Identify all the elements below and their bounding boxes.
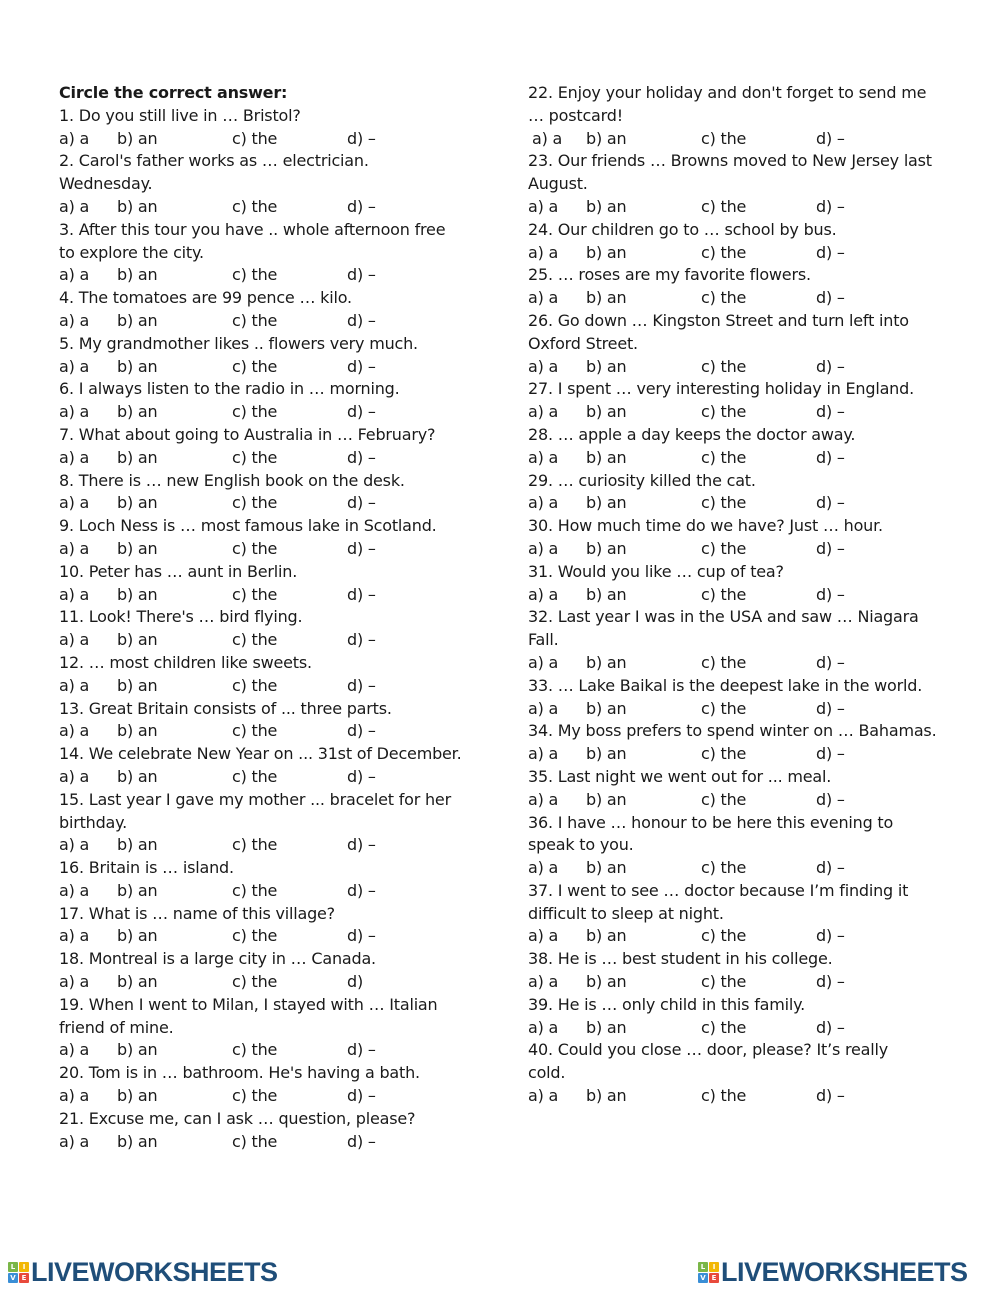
question-text: 11. Look! There's … bird flying. bbox=[59, 607, 303, 627]
option-a[interactable]: a) a bbox=[528, 288, 559, 308]
option-b[interactable]: b) an bbox=[586, 698, 627, 718]
option-d[interactable]: d) – bbox=[347, 402, 376, 422]
question-text: 6. I always listen to the radio in … morning. bbox=[59, 379, 400, 399]
option-a[interactable]: a) a bbox=[528, 196, 559, 216]
option-a[interactable]: a) a bbox=[59, 766, 90, 786]
question-text: 25. … roses are my favorite flowers. bbox=[528, 265, 811, 285]
answer-options bbox=[528, 242, 968, 265]
option-c[interactable]: c) the bbox=[232, 356, 278, 376]
option-b[interactable]: b) an bbox=[586, 1017, 627, 1037]
option-a[interactable]: a) a bbox=[528, 402, 559, 422]
answer-options bbox=[528, 971, 968, 994]
question-text: 30. How much time do we have? Just … hour. bbox=[528, 516, 883, 536]
worksheet-left-column bbox=[59, 82, 474, 1153]
question-text: 16. Britain is … island. bbox=[59, 858, 234, 878]
live-blocks-icon bbox=[698, 1262, 719, 1283]
option-b[interactable]: b) an bbox=[586, 402, 627, 422]
answer-options bbox=[59, 675, 474, 698]
option-b[interactable]: b) an bbox=[586, 926, 627, 946]
option-b[interactable]: b) an bbox=[117, 880, 158, 900]
logo-block-l: L bbox=[698, 1262, 708, 1272]
answer-options bbox=[528, 356, 968, 379]
question-text: 32. Last year I was in the USA and saw … Niagara Fall. bbox=[528, 607, 919, 650]
question-11 bbox=[59, 606, 474, 652]
question-17 bbox=[59, 903, 474, 949]
option-b[interactable]: b) an bbox=[117, 926, 158, 946]
option-d[interactable]: d) – bbox=[816, 538, 845, 558]
question-33 bbox=[528, 675, 968, 721]
question-39 bbox=[528, 994, 968, 1040]
question-13 bbox=[59, 698, 474, 744]
logo-block-i: I bbox=[19, 1262, 29, 1272]
answer-options bbox=[59, 925, 474, 948]
option-a[interactable]: a) a bbox=[528, 744, 559, 764]
option-c[interactable]: c) the bbox=[701, 789, 747, 809]
option-a[interactable]: a) a bbox=[59, 1040, 90, 1060]
option-c[interactable]: c) the bbox=[701, 584, 747, 604]
option-b[interactable]: b) an bbox=[117, 584, 158, 604]
option-c[interactable]: c) the bbox=[701, 1086, 747, 1106]
option-d[interactable]: d) – bbox=[816, 128, 845, 148]
question-9 bbox=[59, 515, 474, 561]
question-4 bbox=[59, 287, 474, 333]
option-a[interactable]: a) a bbox=[59, 1131, 90, 1151]
option-c[interactable]: c) the bbox=[701, 288, 747, 308]
question-text: 35. Last night we went out for ... meal. bbox=[528, 766, 832, 786]
option-a[interactable]: a) a bbox=[528, 926, 559, 946]
question-37 bbox=[528, 880, 968, 948]
question-text: 37. I went to see … doctor because I’m finding it difficult to sleep at night. bbox=[528, 880, 909, 923]
answer-options bbox=[59, 1085, 474, 1108]
answer-options bbox=[528, 789, 968, 812]
answer-options bbox=[528, 925, 968, 948]
question-text: 23. Our friends … Browns moved to New Jersey last August. bbox=[528, 151, 932, 194]
option-c[interactable]: c) the bbox=[232, 447, 278, 467]
question-text: 26. Go down … Kingston Street and turn left into Oxford Street. bbox=[528, 310, 909, 353]
option-b[interactable]: b) an bbox=[586, 288, 627, 308]
question-text: 1. Do you still live in … Bristol? bbox=[59, 105, 301, 125]
option-d[interactable]: d) – bbox=[816, 402, 845, 422]
option-d[interactable]: d) – bbox=[816, 972, 845, 992]
option-c[interactable]: c) the bbox=[232, 1131, 278, 1151]
answer-options bbox=[59, 356, 474, 379]
question-20 bbox=[59, 1062, 474, 1108]
answer-options bbox=[59, 401, 474, 424]
option-a[interactable]: a) a bbox=[59, 538, 90, 558]
answer-options bbox=[59, 834, 474, 857]
answer-options bbox=[528, 287, 968, 310]
option-a[interactable]: a) a bbox=[59, 310, 90, 330]
option-c[interactable]: c) the bbox=[232, 675, 278, 695]
question-38 bbox=[528, 948, 968, 994]
option-d[interactable]: d) – bbox=[347, 675, 376, 695]
question-40 bbox=[528, 1039, 968, 1107]
question-7 bbox=[59, 424, 474, 470]
option-c[interactable]: c) the bbox=[701, 493, 747, 513]
answer-options bbox=[59, 971, 474, 994]
option-b[interactable]: b) an bbox=[586, 858, 627, 878]
option-b[interactable]: b) an bbox=[586, 447, 627, 467]
option-b[interactable]: b) an bbox=[586, 356, 627, 376]
answer-options bbox=[59, 538, 474, 561]
option-a[interactable]: a) a bbox=[528, 858, 559, 878]
option-c[interactable]: c) the bbox=[232, 766, 278, 786]
option-a[interactable]: a) a bbox=[59, 584, 90, 604]
option-a[interactable]: a) a bbox=[528, 356, 559, 376]
option-d[interactable]: d) – bbox=[347, 835, 376, 855]
option-a[interactable]: a) a bbox=[59, 402, 90, 422]
question-36 bbox=[528, 812, 968, 880]
question-text: 34. My boss prefers to spend winter on … Bahamas. bbox=[528, 721, 937, 741]
option-b[interactable]: b) an bbox=[586, 196, 627, 216]
question-28 bbox=[528, 424, 968, 470]
option-d[interactable]: d) – bbox=[816, 698, 845, 718]
liveworksheets-logo-left bbox=[8, 1259, 278, 1286]
option-d[interactable]: d) – bbox=[347, 721, 376, 741]
option-d[interactable]: d) – bbox=[347, 1040, 376, 1060]
question-1 bbox=[59, 105, 474, 151]
question-text: 36. I have … honour to be here this evening to speak to you. bbox=[528, 812, 894, 855]
option-a[interactable]: a) a bbox=[59, 196, 90, 216]
question-8 bbox=[59, 470, 474, 516]
option-a[interactable]: a) a bbox=[528, 652, 559, 672]
option-b[interactable]: b) an bbox=[117, 538, 158, 558]
option-d[interactable]: d) – bbox=[816, 926, 845, 946]
question-24 bbox=[528, 219, 968, 265]
option-c[interactable]: c) the bbox=[232, 196, 278, 216]
answer-options bbox=[528, 743, 968, 766]
option-a[interactable]: a) a bbox=[59, 493, 90, 513]
option-a[interactable]: a) a bbox=[59, 675, 90, 695]
option-a[interactable]: a) a bbox=[59, 880, 90, 900]
option-a[interactable]: a) a bbox=[59, 630, 90, 650]
option-a[interactable]: a) a bbox=[59, 926, 90, 946]
option-b[interactable]: b) an bbox=[586, 1086, 627, 1106]
option-b[interactable]: b) an bbox=[586, 972, 627, 992]
option-d[interactable]: d) – bbox=[347, 766, 376, 786]
question-14 bbox=[59, 743, 474, 789]
option-c[interactable]: c) the bbox=[232, 721, 278, 741]
option-c[interactable]: c) the bbox=[232, 584, 278, 604]
brand-name: LIVEWORKSHEETS bbox=[31, 1257, 278, 1287]
option-a[interactable]: a) a bbox=[528, 584, 559, 604]
option-c[interactable]: c) the bbox=[232, 310, 278, 330]
option-c[interactable]: c) the bbox=[701, 858, 747, 878]
option-a[interactable]: a) a bbox=[59, 835, 90, 855]
option-d[interactable]: d) – bbox=[347, 880, 376, 900]
answer-options bbox=[528, 128, 968, 151]
option-a[interactable]: a) a bbox=[59, 972, 90, 992]
option-a[interactable]: a) a bbox=[59, 1086, 90, 1106]
answer-options bbox=[59, 492, 474, 515]
question-23 bbox=[528, 150, 968, 218]
question-text: 15. Last year I gave my mother ... bracelet for her birthday. bbox=[59, 789, 451, 832]
option-c[interactable]: c) the bbox=[232, 972, 278, 992]
answer-options bbox=[59, 310, 474, 333]
worksheet-right-column bbox=[528, 82, 968, 1108]
option-d[interactable]: d) – bbox=[347, 1131, 376, 1151]
option-b[interactable]: b) an bbox=[586, 744, 627, 764]
answer-options bbox=[528, 1085, 968, 1108]
option-d[interactable]: d) – bbox=[347, 584, 376, 604]
option-a[interactable]: a) a bbox=[59, 128, 90, 148]
question-text: 21. Excuse me, can I ask … question, please? bbox=[59, 1108, 416, 1128]
option-b[interactable]: b) an bbox=[586, 493, 627, 513]
option-a[interactable]: a) a bbox=[59, 721, 90, 741]
answer-options bbox=[528, 1017, 968, 1040]
option-d[interactable]: d) – bbox=[816, 196, 845, 216]
option-b[interactable]: b) an bbox=[117, 493, 158, 513]
option-d[interactable]: d) – bbox=[347, 538, 376, 558]
question-18 bbox=[59, 948, 474, 994]
option-b[interactable]: b) an bbox=[117, 1040, 158, 1060]
question-2 bbox=[59, 150, 474, 218]
question-27 bbox=[528, 378, 968, 424]
option-d[interactable]: d) – bbox=[816, 744, 845, 764]
option-c[interactable]: c) the bbox=[701, 538, 747, 558]
logo-block-e: E bbox=[19, 1273, 29, 1283]
option-c[interactable]: c) the bbox=[701, 926, 747, 946]
option-c[interactable]: c) the bbox=[232, 835, 278, 855]
option-d[interactable]: d) bbox=[347, 972, 363, 992]
option-d[interactable]: d) – bbox=[816, 493, 845, 513]
option-b[interactable]: b) an bbox=[117, 766, 158, 786]
option-a[interactable]: a) a bbox=[59, 265, 90, 285]
answer-options bbox=[528, 401, 968, 424]
option-a[interactable]: a) a bbox=[532, 128, 563, 148]
option-b[interactable]: b) an bbox=[117, 356, 158, 376]
option-d[interactable]: d) – bbox=[816, 652, 845, 672]
question-text: 22. Enjoy your holiday and don't forget to send me … postcard! bbox=[528, 83, 927, 125]
question-text: 31. Would you like … cup of tea? bbox=[528, 561, 784, 581]
question-text: 13. Great Britain consists of ... three parts. bbox=[59, 698, 392, 718]
question-text: 12. … most children like sweets. bbox=[59, 652, 312, 672]
option-c[interactable]: c) the bbox=[232, 128, 278, 148]
option-b[interactable]: b) an bbox=[586, 652, 627, 672]
question-5 bbox=[59, 333, 474, 379]
option-c[interactable]: c) the bbox=[232, 1040, 278, 1060]
option-c[interactable]: c) the bbox=[232, 402, 278, 422]
option-c[interactable]: c) the bbox=[701, 242, 747, 262]
answer-options bbox=[59, 720, 474, 743]
answer-options bbox=[528, 447, 968, 470]
option-b[interactable]: b) an bbox=[586, 584, 627, 604]
live-blocks-icon bbox=[8, 1262, 29, 1283]
question-text: 20. Tom is in … bathroom. He's having a bath. bbox=[59, 1063, 420, 1083]
option-d[interactable]: d) – bbox=[347, 310, 376, 330]
option-c[interactable]: c) the bbox=[701, 744, 747, 764]
option-c[interactable]: c) the bbox=[701, 698, 747, 718]
question-text: 3. After this tour you have .. whole afternoon free to explore the city. bbox=[59, 219, 446, 262]
option-a[interactable]: a) a bbox=[528, 972, 559, 992]
answer-options bbox=[59, 128, 474, 151]
option-d[interactable]: d) – bbox=[816, 789, 845, 809]
question-31 bbox=[528, 561, 968, 607]
question-text: 33. … Lake Baikal is the deepest lake in the world. bbox=[528, 675, 923, 695]
question-30 bbox=[528, 515, 968, 561]
option-c[interactable]: c) the bbox=[232, 265, 278, 285]
question-3 bbox=[59, 219, 474, 287]
option-b[interactable]: b) an bbox=[117, 310, 158, 330]
option-d[interactable]: d) – bbox=[816, 447, 845, 467]
answer-options bbox=[528, 857, 968, 880]
option-d[interactable]: d) – bbox=[816, 1017, 845, 1037]
question-text: 27. I spent … very interesting holiday in England. bbox=[528, 379, 914, 399]
answer-options bbox=[59, 880, 474, 903]
option-b[interactable]: b) an bbox=[117, 196, 158, 216]
question-22 bbox=[528, 82, 968, 150]
option-c[interactable]: c) the bbox=[232, 1086, 278, 1106]
option-d[interactable]: d) – bbox=[347, 128, 376, 148]
option-a[interactable]: a) a bbox=[528, 242, 559, 262]
answer-options bbox=[59, 196, 474, 219]
answer-options bbox=[528, 698, 968, 721]
option-b[interactable]: b) an bbox=[117, 402, 158, 422]
answer-options bbox=[59, 1131, 474, 1154]
option-b[interactable]: b) an bbox=[586, 789, 627, 809]
option-d[interactable]: d) – bbox=[816, 242, 845, 262]
option-d[interactable]: d) – bbox=[816, 1086, 845, 1106]
logo-block-v: V bbox=[8, 1273, 18, 1283]
question-15 bbox=[59, 789, 474, 857]
option-b[interactable]: b) an bbox=[117, 265, 158, 285]
option-c[interactable]: c) the bbox=[701, 447, 747, 467]
option-d[interactable]: d) – bbox=[347, 356, 376, 376]
question-text: 10. Peter has … aunt in Berlin. bbox=[59, 561, 298, 581]
option-b[interactable]: b) an bbox=[117, 675, 158, 695]
option-d[interactable]: d) – bbox=[816, 584, 845, 604]
answer-options bbox=[59, 1039, 474, 1062]
logo-block-v: V bbox=[698, 1273, 708, 1283]
option-a[interactable]: a) a bbox=[528, 538, 559, 558]
option-d[interactable]: d) – bbox=[347, 926, 376, 946]
option-b[interactable]: b) an bbox=[117, 447, 158, 467]
question-text: 7. What about going to Australia in … February? bbox=[59, 424, 436, 444]
answer-options bbox=[528, 196, 968, 219]
option-b[interactable]: b) an bbox=[586, 242, 627, 262]
option-b[interactable]: b) an bbox=[586, 538, 627, 558]
answer-options bbox=[59, 264, 474, 287]
question-10 bbox=[59, 561, 474, 607]
question-19 bbox=[59, 994, 474, 1062]
logo-block-e: E bbox=[709, 1273, 719, 1283]
option-c[interactable]: c) the bbox=[232, 538, 278, 558]
question-text: 24. Our children go to … school by bus. bbox=[528, 219, 837, 239]
question-32 bbox=[528, 606, 968, 674]
answer-options bbox=[528, 584, 968, 607]
option-d[interactable]: d) – bbox=[347, 447, 376, 467]
option-b[interactable]: b) an bbox=[117, 721, 158, 741]
answer-options bbox=[528, 652, 968, 675]
option-a[interactable]: a) a bbox=[59, 356, 90, 376]
question-text: 5. My grandmother likes .. flowers very much. bbox=[59, 333, 418, 353]
option-c[interactable]: c) the bbox=[701, 402, 747, 422]
option-c[interactable]: c) the bbox=[701, 652, 747, 672]
option-c[interactable]: c) the bbox=[701, 356, 747, 376]
option-b[interactable]: b) an bbox=[586, 128, 627, 148]
option-b[interactable]: b) an bbox=[117, 1086, 158, 1106]
option-c[interactable]: c) the bbox=[232, 926, 278, 946]
option-d[interactable]: d) – bbox=[816, 288, 845, 308]
option-c[interactable]: c) the bbox=[701, 128, 747, 148]
option-d[interactable]: d) – bbox=[347, 1086, 376, 1106]
option-b[interactable]: b) an bbox=[117, 128, 158, 148]
option-c[interactable]: c) the bbox=[701, 196, 747, 216]
option-c[interactable]: c) the bbox=[232, 880, 278, 900]
option-d[interactable]: d) – bbox=[347, 493, 376, 513]
question-text: 8. There is … new English book on the desk. bbox=[59, 470, 405, 490]
option-a[interactable]: a) a bbox=[59, 447, 90, 467]
question-text: 14. We celebrate New Year on ... 31st of December. bbox=[59, 744, 462, 764]
question-text: 2. Carol's father works as … electrician. Wednesday. bbox=[59, 151, 369, 194]
question-35 bbox=[528, 766, 968, 812]
question-text: 38. He is … best student in his college. bbox=[528, 949, 833, 969]
answer-options bbox=[59, 629, 474, 652]
logo-block-l: L bbox=[8, 1262, 18, 1272]
option-a[interactable]: a) a bbox=[528, 1017, 559, 1037]
option-d[interactable]: d) – bbox=[347, 196, 376, 216]
option-a[interactable]: a) a bbox=[528, 493, 559, 513]
option-b[interactable]: b) an bbox=[117, 630, 158, 650]
answer-options bbox=[528, 492, 968, 515]
answer-options bbox=[59, 447, 474, 470]
question-text: 19. When I went to Milan, I stayed with … Italian friend of mine. bbox=[59, 994, 438, 1037]
question-text: 17. What is … name of this village? bbox=[59, 903, 335, 923]
liveworksheets-logo-right bbox=[698, 1259, 968, 1286]
brand-name: LIVEWORKSHEETS bbox=[721, 1257, 968, 1287]
option-a[interactable]: a) a bbox=[528, 447, 559, 467]
question-25 bbox=[528, 264, 968, 310]
question-12 bbox=[59, 652, 474, 698]
option-d[interactable]: d) – bbox=[347, 265, 376, 285]
option-c[interactable]: c) the bbox=[232, 630, 278, 650]
question-text: 28. … apple a day keeps the doctor away. bbox=[528, 424, 856, 444]
question-text: 39. He is … only child in this family. bbox=[528, 994, 805, 1014]
question-16 bbox=[59, 857, 474, 903]
question-text: 29. … curiosity killed the cat. bbox=[528, 470, 756, 490]
answer-options bbox=[59, 766, 474, 789]
option-a[interactable]: a) a bbox=[528, 1086, 559, 1106]
option-a[interactable]: a) a bbox=[528, 698, 559, 718]
question-29 bbox=[528, 470, 968, 516]
question-6 bbox=[59, 378, 474, 424]
logo-block-i: I bbox=[709, 1262, 719, 1272]
option-d[interactable]: d) – bbox=[816, 858, 845, 878]
question-text: 40. Could you close … door, please? It’s really cold. bbox=[528, 1040, 889, 1083]
question-21 bbox=[59, 1108, 474, 1154]
answer-options bbox=[59, 584, 474, 607]
option-d[interactable]: d) – bbox=[347, 630, 376, 650]
option-c[interactable]: c) the bbox=[701, 972, 747, 992]
option-c[interactable]: c) the bbox=[232, 493, 278, 513]
question-text: 4. The tomatoes are 99 pence … kilo. bbox=[59, 288, 352, 308]
option-b[interactable]: b) an bbox=[117, 1131, 158, 1151]
question-34 bbox=[528, 720, 968, 766]
question-text: 18. Montreal is a large city in … Canada. bbox=[59, 949, 376, 969]
instruction-heading: Circle the correct answer: bbox=[59, 83, 288, 102]
option-b[interactable]: b) an bbox=[117, 972, 158, 992]
answer-options bbox=[528, 538, 968, 561]
option-d[interactable]: d) – bbox=[816, 356, 845, 376]
option-c[interactable]: c) the bbox=[701, 1017, 747, 1037]
option-b[interactable]: b) an bbox=[117, 835, 158, 855]
option-a[interactable]: a) a bbox=[528, 789, 559, 809]
question-26 bbox=[528, 310, 968, 378]
question-text: 9. Loch Ness is … most famous lake in Scotland. bbox=[59, 516, 437, 536]
